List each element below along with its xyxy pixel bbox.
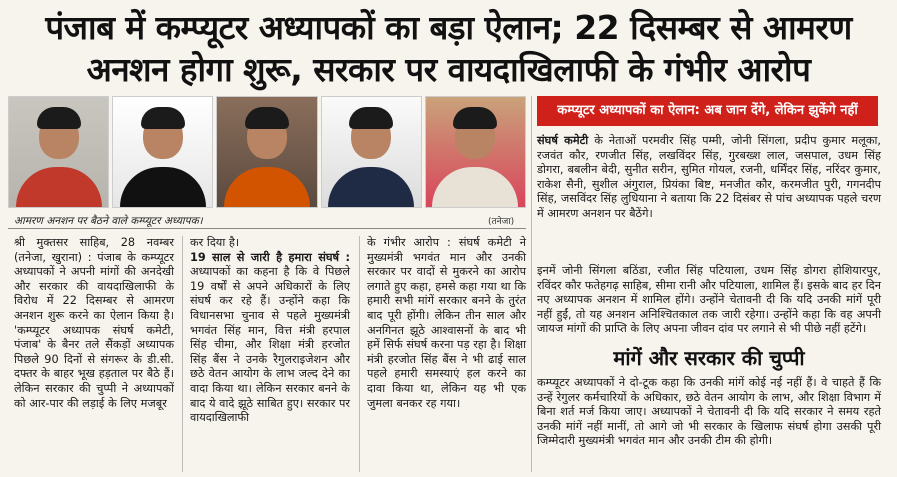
- teacher-photo-1: [8, 96, 109, 208]
- right-paragraph-3: कम्प्यूटर अध्यापकों ने दो-टूक कहा कि उनकी मांगें कोई नई नहीं हैं। वे चाहते हैं कि उन्हें रेगुलर कर्मचारियों के अधिकार, छठे वेतन आयोग के लाभ, और शिक्षा विभाग में बिना शर्त मर्ज किया जाए। अध्यापकों ने चेतावनी दी कि यदि सरकार ने समय रहते उनकी मांगें नहीं मानीं, तो आगे जो भी सरकार के खिलाफ संघर्ष होगा उसकी पूरी जिम्मेदारी मुख्यमंत्री भगवंत मान और उनकी टीम की होगी।: [537, 376, 881, 448]
- column-2-body: अध्यापकों का कहना है कि वे पिछले 19 वर्षों से अपने अधिकारों के लिए संघर्ष कर रहे हैं। उन्होंने कहा कि विधानसभा चुनाव से पहले मुख्यमंत्री भगवंत सिंह मान, वित्त मंत्री हरपाल सिंह चीमा, और शिक्षा मंत्री हरजोत सिंह बैंस ने उनके रैगुलराइजेशन और छठे वेतन आयोग के लाभ जल्द देने का वादा किया था। लेकिन सरकार बनने के बाद ये वादे झूठे साबित हुए। सरकार पर वायदाखिलाफी: [190, 265, 350, 425]
- section-divider: [531, 96, 532, 472]
- right-paragraph-1: [537, 134, 881, 222]
- photo-caption: आमरण अनशन पर बैठने वाले कम्प्यूटर अध्यापक।: [14, 215, 203, 227]
- column-divider: [359, 236, 360, 472]
- right-paragraph-1-lead: संघर्ष कमेटी: [537, 134, 589, 147]
- right-paragraph-2: इनमें जोनी सिंगला बठिंडा, रजीत सिंह पटियाला, उधम सिंह डोगरा होशियारपुर, रविंदर कौर फतेहगढ़ साहिब, सीमा रानी और पटियाला, शामिल हैं। इसके बाद हर दिन नए अध्यापक अनशन में शामिल होंगे। उन्होंने चेतावनी दी कि यदि उनकी मांगें पूरी नहीं हुईं, तो यह अनशन अनिश्चितकाल तक जारी रहेगा। उन्होंने कहा कि वह अपनी जायज मांगों की प्राप्ति के लिए अपना जीवन दांव पर लगाने से भी पीछे नहीं हटेंगे।: [537, 264, 881, 336]
- caption-rule: [8, 228, 526, 229]
- column-2-subheading: 19 साल से जारी है हमारा संघर्ष :: [190, 250, 350, 264]
- photo-credit: (तनेजा): [488, 217, 515, 227]
- teacher-photo-3: [216, 96, 317, 208]
- article-column-3: के गंभीर आरोप : संघर्ष कमेटी ने मुख्यमंत्री भगवंत मान और उनकी सरकार पर वादों से मुकरने का आरोप लगाते हुए कहा, हमसे कहा गया था कि हमारी सभी मांगें सरकार बनने के तुरंत बाद पूरी होंगी। लेकिन तीन साल और अनगिनत झूठे आश्वासनों के बाद भी हमें सिर्फ संघर्ष करना पड़ रहा है। शिक्षा मंत्री हरजोत सिंह बैंस ने भी ढाई साल पहले हमारी समस्याएं हल करने का दावा किया था, लेकिन यह भी एक जुमला बनकर रह गया।: [367, 236, 526, 410]
- column-2-intro: कर दिया है।: [190, 236, 240, 249]
- article-column-1: श्री मुक्तसर साहिब, 28 नवम्बर (तनेजा, खुराना) : पंजाब के कम्प्यूटर अध्यापकों ने अपनी मांगों की अनदेखी और सरकार की वायदाखिलाफी के विरोध में 22 दिसम्बर से आमरण अनशन शुरू करने का ऐलान किया है। 'कम्प्यूटर अध्यापक संघर्ष कमेटी, पंजाब' के बैनर तले सैंकड़ों अध्यापक पिछले 90 दिनों से संगरूर के डी.सी. दफ्तर के बाहर भूख हड़ताल पर बैठे हैं। लेकिन सरकार की चुप्पी ने अध्यापकों को आर-पार की लड़ाई के लिए मजबूर: [14, 236, 174, 410]
- teacher-photo-5: [425, 96, 526, 208]
- headline-line-2: अनशन होगा शुरू, सरकार पर वायदाखिलाफी के गंभीर आरोप: [86, 50, 811, 89]
- right-banner: कम्प्यूटर अध्यापकों का ऐलान: अब जान देंगे, लेकिन झुकेंगे नहीं: [537, 96, 878, 126]
- headline-line-1: पंजाब में कम्प्यूटर अध्यापकों का बड़ा ऐलान; 22 दिसम्बर से आमरण: [45, 8, 852, 47]
- teacher-photo-2: [112, 96, 213, 208]
- right-section-heading: मांगें और सरकार की चुप्पी: [613, 346, 805, 370]
- article-column-2: [190, 236, 350, 426]
- right-paragraph-1-body: के नेताओं परमवीर सिंह पम्मी, जोनी सिंगला, प्रदीप कुमार मलूका, रजवंत कौर, रणजीत सिंह, लखविंदर सिंह, गुरबख्श लाल, जसपाल, उधम सिंह डोगरा, बबलीन बेदी, सुनीत सरीन, सुमित गोयल, रजनी, धर्मिंदर सिंह, नरिंदर कुमार, राकेश सैनी, सुशील अंगुराल, प्रियंका बिष्ट, मनजीत कौर, करमजीत पुरी, गगनदीप सिंह, जसविंदर सिंह लुधियाना ने बताया कि 22 दिसंबर से पांच अध्यापक पहले चरण में आमरण अनशन पर बैठेंगे।: [537, 134, 882, 220]
- photo-strip: [8, 96, 526, 208]
- teacher-photo-4: [321, 96, 422, 208]
- column-divider: [182, 236, 183, 472]
